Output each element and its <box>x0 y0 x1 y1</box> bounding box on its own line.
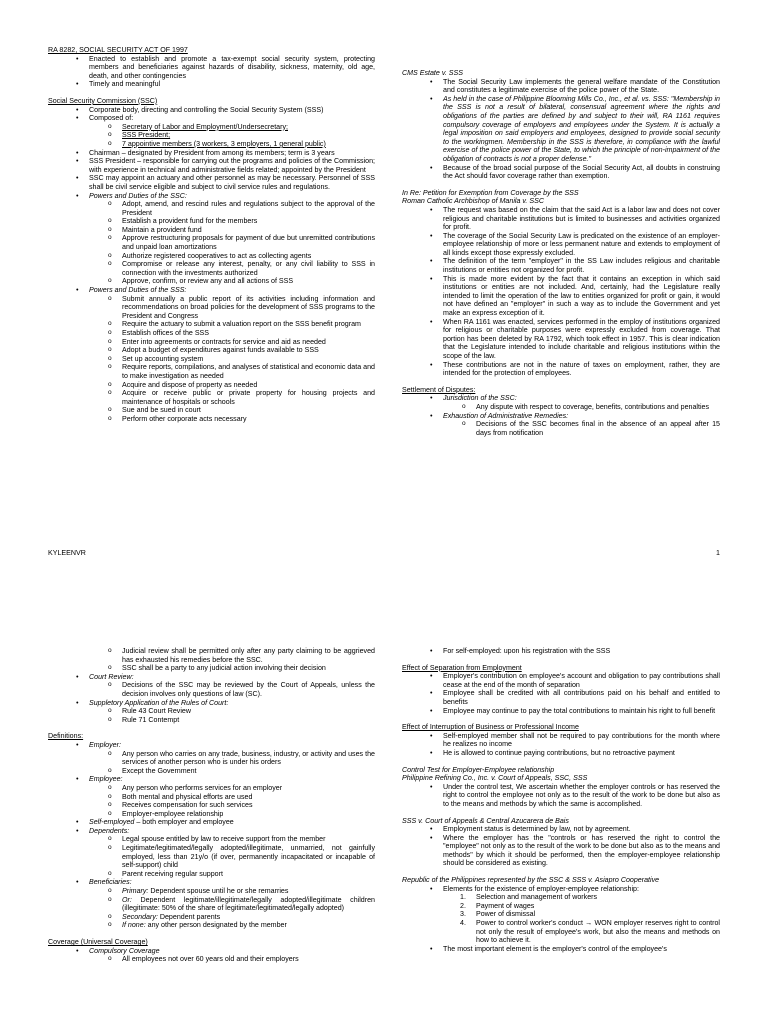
act-title: RA 8282, SOCIAL SECURITY ACT OF 1997 <box>48 46 188 54</box>
beneficiary-label: Secondary: <box>122 912 158 921</box>
ssc-list <box>48 106 375 424</box>
numbered-item-text: Power to control worker's conduct → WON employer reserves right to control not only the result of employee's work, but also the means and methods on how to achieve it. <box>476 919 720 945</box>
document-page-2 <box>0 618 768 1024</box>
list-item: o Rule 43 Court Review <box>48 707 375 716</box>
beneficiary-label: Or: <box>122 895 132 904</box>
list-item: • Jurisdiction of the SSC: <box>402 394 720 403</box>
beneficiary-text: Dependent parents <box>157 912 221 921</box>
coverage-heading: Coverage (Universal Coverage) <box>48 938 148 946</box>
interruption-heading: Effect of Interruption of Business or Professional Income <box>402 723 579 732</box>
list-item: o Decisions of the SSC becomes final in the absence of an appeal after 15 days from notification <box>402 420 720 437</box>
list-item: o Require the actuary to submit a valuation report on the SSS benefit program <box>48 320 375 329</box>
asiapro-list <box>402 885 720 954</box>
list-item: • The definition of the term "employer" in the SS Law includes religious and charitable institutions or entities not organized for profit. <box>402 257 720 274</box>
interruption-list <box>402 732 720 758</box>
list-item: o Any dispute with respect to coverage, benefits, contributions and penalties <box>402 403 720 412</box>
page1-right-column <box>402 69 720 437</box>
numbered-item: 1. Selection and management of workers <box>460 893 598 902</box>
list-item: o Submit annually a public report of its activities including information and recommendations on broad policies for the development of SSS programs to the President and Congress <box>48 295 375 321</box>
page1-left-column <box>48 46 375 424</box>
numbered-item: 2. Payment of wages <box>460 901 535 910</box>
numbered-item-text: Power of dismissal <box>476 910 536 919</box>
list-item: o Any person who carries on any trade, business, industry, or activity and uses the services of another person who is under his orders <box>48 750 375 767</box>
list-item: o Adopt, amend, and rescind rules and regulations subject to the approval of the President <box>48 200 375 217</box>
list-item: o Approve, confirm, or review any and all actions of SSS <box>48 277 375 286</box>
list-item: o Except the Government <box>48 767 375 776</box>
list-item: o Establish a provident fund for the members <box>48 217 375 226</box>
list-item: • Exhaustion of Administrative Remedies: <box>402 412 720 421</box>
list-item <box>48 921 375 930</box>
page2-left-column <box>48 647 375 964</box>
beneficiary-text: Dependent spouse until he or she remarries <box>148 887 289 896</box>
list-item: • Where the employer has the "controls or has reserved the right to control the "employee" not only as to the result of the work to be done but also as to the means and methods" by which it should be performed, then the employer-employee relationship should be considered as existing. <box>402 834 720 868</box>
list-item: • SSS President – responsible for carrying out the programs and policies of the Commission; with experience in technical and administrative fields related; appointed by the President <box>48 157 375 174</box>
asiapro-heading: Republic of the Philippines represented by the SSC & SSS v. Asiapro Cooperative <box>402 876 660 885</box>
review-list <box>48 647 375 724</box>
registration-list <box>402 647 720 656</box>
list-item: • Under the control test, We ascertain whether the employer controls or has reserved the right to control the employee not only as to the result of the work to be done but also as to the means and methods by which the same is accomplished. <box>402 783 720 809</box>
list-item: • Employer: <box>48 741 375 750</box>
control-heading-1: Control Test for Employer-Employee relationship <box>402 765 555 774</box>
list-item: o Both mental and physical efforts are used <box>48 793 375 802</box>
beneficiary-text: Dependent legitimate/illegitimate/legally adopted/illegitimate children (illegitimate: 50% of the share of legitimate/legitimated/legally adopted) <box>122 895 375 913</box>
list-item: o 7 appointive members (3 workers, 3 employers, 1 general public) <box>48 140 375 149</box>
definitions-list <box>48 741 375 930</box>
list-item: • Employee may continue to pay the total contributions to maintain his right to full benefit <box>402 707 720 716</box>
list-item: o Parent receiving regular support <box>48 870 375 879</box>
cms-heading: CMS Estate v. SSS <box>402 69 463 77</box>
sss-case-heading: SSS v. Court of Appeals & Central Azucarera de Bais <box>402 816 569 825</box>
list-item: • Employee shall be credited with all contributions paid on his behalf and entitled to benefits <box>402 689 720 706</box>
list-item: • SSC may appoint an actuary and other personnel as may be necessary. Personnel of SSS shall be civil service eligible and subject to civil service rules and regulations. <box>48 174 375 191</box>
cms-list <box>402 78 720 181</box>
list-item <box>48 913 375 922</box>
list-item: • Enacted to establish and promote a tax-exempt social security system, protecting members and beneficiaries against hazards of disability, sickness, maternity, old age, death, and other contingencies <box>48 55 375 81</box>
list-item: • These contributions are not in the nature of taxes on employment, rather, they are intended for the protection of employees. <box>402 361 720 378</box>
control-list <box>402 783 720 809</box>
beneficiary-text: any other person designated by the member <box>145 921 287 930</box>
numbered-item-text: Selection and management of workers <box>476 893 598 902</box>
beneficiary-label: If none: <box>122 921 146 930</box>
list-item: o Any person who performs services for an employer <box>48 784 375 793</box>
list-item: o Receives compensation for such services <box>48 801 375 810</box>
list-item <box>48 887 375 896</box>
list-item: o Establish offices of the SSS <box>48 329 375 338</box>
list-item: • For self-employed: upon his registration with the SSS <box>402 647 720 656</box>
list-item: o Authorize registered cooperatives to act as collecting agents <box>48 252 375 261</box>
list-item: • Employee: <box>48 775 375 784</box>
re-heading-2: Roman Catholic Archbishop of Manila v. SSC <box>402 197 544 206</box>
list-item: • Suppletory Application of the Rules of Court: <box>48 699 375 708</box>
page-number: 1 <box>716 549 720 557</box>
list-item: o Employer-employee relationship <box>48 810 375 819</box>
list-item: o All employees not over 60 years old and their employers <box>48 955 375 964</box>
list-item: o Enter into agreements or contracts for service and aid as needed <box>48 338 375 347</box>
list-item: o Judicial review shall be permitted only after any party claiming to be aggrieved has exhausted his remedies before the SSC. <box>48 647 375 664</box>
re-heading-1: In Re: Petition for Exemption from Coverage by the SSS <box>402 188 579 197</box>
list-item: o Adopt a budget of expenditures against funds available to SSS <box>48 346 375 355</box>
list-item: • He is allowed to continue paying contributions, but no retroactive payment <box>402 749 720 758</box>
list-item: • The most important element is the employer's control of the employee's <box>402 945 720 954</box>
powers-ssc-heading: • Powers and Duties of the SSC: <box>48 192 375 201</box>
list-item: • Beneficiaries: <box>48 878 375 887</box>
list-item <box>48 818 375 827</box>
list-item: o Sue and be sued in court <box>48 406 375 415</box>
list-item: • Employment status is determined by law, not by agreement. <box>402 825 720 834</box>
list-item: o Decisions of the SSC may be reviewed by the Court of Appeals, unless the decision involves only questions of law (SC). <box>48 681 375 698</box>
numbered-item-text: Payment of wages <box>476 901 535 910</box>
control-heading-2: Philippine Refining Co., Inc. v. Court of Appeals, SSC, SSS <box>402 774 588 783</box>
list-item: o Require reports, compilations, and analyses of statistical and economic data and to make investigation as needed <box>48 363 375 380</box>
list-item: • Court Review: <box>48 673 375 682</box>
list-item: o Rule 71 Contempt <box>48 716 375 725</box>
list-item: • Dependents: <box>48 827 375 836</box>
list-item: • The coverage of the Social Security Law is predicated on the existence of an employer-employee relationship of more or less permanent nature and extends to employment of all kinds except those expressly excluded. <box>402 232 720 258</box>
list-item: o Legal spouse entitled by law to receive support from the member <box>48 835 375 844</box>
list-item: o Approve restructuring proposals for payment of due but unremitted contributions and unpaid loan amortizations <box>48 234 375 251</box>
ssc-heading: Social Security Commission (SSC) <box>48 96 158 105</box>
separation-list <box>402 672 720 715</box>
numbered-item: 4. Power to control worker's conduct → WON employer reserves right to control not only the result of employee's work, but also the means and methods on how to achieve it. <box>460 919 720 945</box>
list-item: o SSC shall be a party to any judicial action involving their decision <box>48 664 375 673</box>
list-item: o Secretary of Labor and Employment/Undersecretary; <box>48 123 375 132</box>
list-item <box>48 896 375 913</box>
list-item: • Chairman – designated by President from among its members; term is 3 years <box>48 149 375 158</box>
list-item: o Acquire and dispose of property as needed <box>48 381 375 390</box>
list-item: • As held in the case of Philippine Blooming Mills Co., Inc., et al. vs. SSS: "Membership in the SSS is not a result of bilateral, consensual agreement where the rights and obligations of the parties are defined by and subject to their will, RA 1161 requires compulsory coverage of employers and employees under the System. It is actually a legal imposition on said employers and employees, designed to provide social security to the workingmen. Membership in the SSS is therefore, in compliance with the lawful exercise of the police power of the State, to which the principle of non-impairment of the obligation of contracts is not a proper defense." <box>402 95 720 164</box>
self-employed-label: Self-employed <box>89 818 135 827</box>
separation-heading: Effect of Separation from Employment <box>402 663 522 672</box>
footer-author: KYLEENVR <box>48 549 86 557</box>
page2-right-column <box>402 647 720 953</box>
definitions-heading: Definitions: <box>48 732 84 741</box>
list-item: • Composed of: <box>48 114 375 123</box>
list-item: • Self-employed member shall not be required to pay contributions for the month where he realizes no income <box>402 732 720 749</box>
list-item: o Acquire or receive public or private property for housing projects and maintenance of hospitals or schools <box>48 389 375 406</box>
list-item: o Set up accounting system <box>48 355 375 364</box>
list-item: • When RA 1161 was enacted, services performed in the employ of institutions organized for religious or charitable purposes were expressly excluded from coverage. That portion has been deleted by RA 1792, which took effect in 1957. This is clear indication that the Legislature intended to include charitable and religious institutions within the scope of the law. <box>402 318 720 361</box>
coverage-list <box>48 947 375 964</box>
list-item: o Legitimate/legitimated/legally adopted/illegitimate, unmarried, not gainfully employed, less than 21y/o (if over, permanently incapacitated or incapable of self-support) child <box>48 844 375 870</box>
list-item: • Corporate body, directing and controlling the Social Security System (SSS) <box>48 106 375 115</box>
list-item: o Perform other corporate acts necessary <box>48 415 375 424</box>
sss-case-list <box>402 825 720 868</box>
list-item: • The Social Security Law implements the general welfare mandate of the Constitution and constitutes a legitimate exercise of the police power of the State. <box>402 78 720 95</box>
list-item: • Elements for the existence of employer-employee relationship: <box>402 885 720 894</box>
intro-list <box>48 55 375 89</box>
list-item: • Because of the broad social purpose of the Social Security Act, all doubts in construing the Act should favor coverage rather than exemption. <box>402 164 720 181</box>
list-item: • Compulsory Coverage <box>48 947 375 956</box>
list-item: • The request was based on the claim that the said Act is a labor law and does not cover religious and charitable institutions but is limited to businesses and activities organized for profit. <box>402 206 720 232</box>
numbered-item: 3. Power of dismissal <box>460 910 536 919</box>
settlement-list <box>402 394 720 437</box>
list-item: o Compromise or release any interest, penalty, or any civil liability to SSS in connection with the investments authorized <box>48 260 375 277</box>
list-item: o SSS President; <box>48 131 375 140</box>
settlement-heading: Settlement of Disputes: <box>402 385 476 394</box>
re-list <box>402 206 720 378</box>
beneficiary-label: Primary: <box>122 887 149 896</box>
page-gap <box>0 575 768 618</box>
list-item: • This is made more evident by the fact that it contains an exception in which said institutions or entities are not included. And, certainly, had the Legislature really intended to limit the operation of the law to entities organized for profit or gain, it would not have defined an "employer" in such a way as to include the Government and yet make an express exception of it. <box>402 275 720 318</box>
list-item: • Employer's contribution on employee's account and obligation to pay contributions shall cease at the end of the month of separation <box>402 672 720 689</box>
self-employed-text: – both employer and employee <box>134 818 234 827</box>
list-item: • Timely and meaningful <box>48 80 375 89</box>
powers-sss-heading: • Powers and Duties of the SSS: <box>48 286 375 295</box>
list-item: o Maintain a provident fund <box>48 226 375 235</box>
